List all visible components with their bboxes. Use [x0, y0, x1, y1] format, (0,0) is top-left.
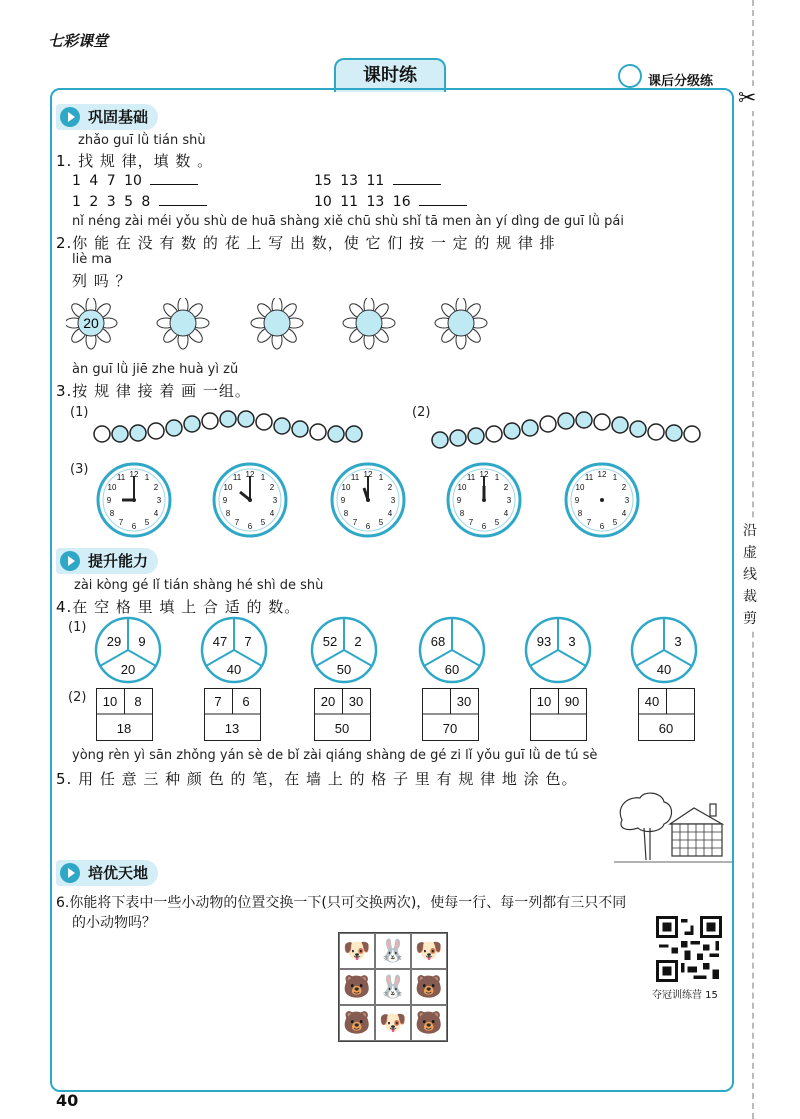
number-circle — [96, 618, 160, 682]
qr-code-icon[interactable] — [656, 916, 722, 982]
q4-pinyin: zài kòng gé lǐ tián shàng hé shì de shù — [74, 578, 324, 593]
svg-text:6: 6 — [242, 694, 250, 709]
q3-part1-label: (1) — [70, 405, 89, 420]
number-box — [315, 689, 371, 741]
brand-logo: 七彩课堂 — [48, 32, 109, 50]
q3-text: 3.按 规 律 接 着 画 一组。 — [56, 382, 251, 400]
section-heading-advanced: 培优天地 — [56, 860, 158, 886]
svg-text:70: 70 — [442, 721, 458, 736]
svg-text:3: 3 — [568, 634, 576, 649]
flower — [435, 298, 487, 349]
animal-cell[interactable]: 🐶 — [411, 933, 447, 969]
svg-text:7: 7 — [214, 694, 222, 709]
number-box — [639, 689, 695, 741]
q4-part2-label: (2) — [68, 690, 87, 705]
svg-text:2: 2 — [354, 634, 362, 649]
number-circle — [312, 618, 376, 682]
svg-text:20: 20 — [320, 694, 336, 709]
animal-grid — [338, 932, 448, 1042]
q2-text2: 列 吗 ？ — [72, 272, 132, 290]
play-arrow-icon — [60, 107, 80, 127]
svg-text:52: 52 — [322, 634, 338, 649]
subtitle-tag: 课后分级练 — [648, 74, 714, 89]
number-box — [97, 689, 153, 741]
q4-text: 4.在 空 格 里 填 上 合 适 的 数。 — [56, 598, 301, 616]
play-arrow-icon — [60, 551, 80, 571]
clock-face — [332, 464, 404, 536]
number-circle — [202, 618, 266, 682]
number-box — [205, 689, 261, 741]
flower — [343, 298, 395, 349]
animal-cell[interactable]: 🐶 — [375, 1005, 411, 1041]
svg-text:9: 9 — [138, 634, 146, 649]
clock-face-blank — [566, 464, 638, 536]
q2-pinyin: nǐ néng zài méi yǒu shù de huā shàng xiě chū shù shǐ tā men àn yí dìng de guī lǜ pái — [72, 214, 625, 229]
svg-text:18: 18 — [116, 721, 132, 736]
svg-text:47: 47 — [212, 634, 228, 649]
number-circle — [632, 618, 696, 682]
q3-part3-label: (3) — [70, 462, 89, 477]
svg-text:20: 20 — [120, 662, 136, 677]
q1-seq-1: 1 4 7 10 — [72, 172, 198, 189]
number-box — [423, 689, 479, 741]
page-title: 课时练 — [334, 58, 446, 92]
play-arrow-icon — [60, 863, 80, 883]
cut-instruction: 沿 虚 线 裁 剪 — [740, 520, 760, 630]
svg-text:60: 60 — [444, 662, 460, 677]
clock-face — [98, 464, 170, 536]
svg-text:30: 30 — [348, 694, 364, 709]
svg-text:40: 40 — [644, 694, 660, 709]
q4-part1-label: (1) — [68, 620, 87, 635]
svg-text:3: 3 — [674, 634, 682, 649]
number-boxes — [96, 688, 716, 742]
clock-face — [448, 464, 520, 536]
svg-text:13: 13 — [224, 721, 240, 736]
section-heading-basics: 巩固基础 — [56, 104, 158, 130]
number-circle — [526, 618, 590, 682]
clock-pattern — [96, 462, 656, 542]
flower-row — [66, 298, 506, 352]
svg-text:29: 29 — [106, 634, 122, 649]
svg-text:7: 7 — [244, 634, 252, 649]
animal-cell[interactable]: 🐻 — [411, 1005, 447, 1041]
answer-blank[interactable] — [159, 193, 207, 206]
scissors-icon: ✂ — [738, 86, 757, 111]
svg-text:30: 30 — [456, 694, 472, 709]
q1-pinyin: zhǎo guī lǜ tián shù — [78, 133, 206, 148]
page-number: 40 — [56, 1091, 79, 1110]
svg-text:10: 10 — [536, 694, 552, 709]
q6-text2: 的小动物吗？ — [72, 915, 156, 931]
flower — [157, 298, 209, 349]
svg-text:60: 60 — [658, 721, 674, 736]
svg-text:40: 40 — [226, 662, 242, 677]
svg-text:10: 10 — [102, 694, 118, 709]
animal-cell[interactable]: 🐻 — [339, 1005, 375, 1041]
animal-cell[interactable]: 🐶 — [339, 933, 375, 969]
animal-cell[interactable]: 🐰 — [375, 969, 411, 1005]
q5-pinyin: yòng rèn yì sān zhǒng yán sè de bǐ zài qiáng shàng de gé zi lǐ yǒu guī lǜ de tú sè — [72, 748, 598, 763]
animal-cell[interactable]: 🐻 — [339, 969, 375, 1005]
answer-blank[interactable] — [150, 172, 198, 185]
answer-blank[interactable] — [419, 193, 467, 206]
number-box — [531, 689, 587, 741]
q1-seq-3: 1 2 3 5 8 — [72, 193, 207, 210]
svg-text:93: 93 — [536, 634, 552, 649]
q1-text: 1. 找 规 律，填 数 。 — [56, 152, 214, 170]
bead-patterns — [90, 406, 730, 450]
svg-text:50: 50 — [334, 721, 350, 736]
svg-text:40: 40 — [656, 662, 672, 677]
svg-text:68: 68 — [430, 634, 446, 649]
house-illustration — [614, 790, 732, 866]
answer-blank[interactable] — [393, 172, 441, 185]
flower — [251, 298, 303, 349]
svg-text:8: 8 — [134, 694, 142, 709]
svg-text:50: 50 — [336, 662, 352, 677]
q2-pinyin2: liè ma — [72, 252, 112, 267]
animal-cell[interactable]: 🐻 — [411, 969, 447, 1005]
q5-text: 5. 用 任 意 三 种 颜 色 的 笔，在 墙 上 的 格 子 里 有 规 律 地 涂 色。 — [56, 770, 578, 788]
svg-text:90: 90 — [564, 694, 580, 709]
number-circle — [420, 618, 484, 682]
alarm-clock-icon — [618, 64, 642, 88]
q2-text: 2.你 能 在 没 有 数 的 花 上 写 出 数，使 它 们 按 一 定 的 规 律 排 — [56, 234, 556, 252]
q3-pinyin: àn guī lǜ jiē zhe huà yì zǔ — [72, 362, 239, 377]
q1-seq-2: 15 13 11 — [314, 172, 441, 189]
clock-face — [214, 464, 286, 536]
section-heading-ability: 提升能力 — [56, 548, 158, 574]
flower-label: 20 — [83, 315, 99, 331]
q3-part2-label: (2) — [412, 405, 431, 420]
qr-caption: 夺冠训练营 15 — [652, 990, 718, 1001]
animal-cell[interactable]: 🐰 — [375, 933, 411, 969]
q1-seq-4: 10 11 13 16 — [314, 193, 467, 210]
q6-text: 6.你能将下表中一些小动物的位置交换一下(只可交换两次)，使每一行、每一列都有三只不同 — [56, 895, 627, 911]
number-circles — [94, 616, 734, 688]
